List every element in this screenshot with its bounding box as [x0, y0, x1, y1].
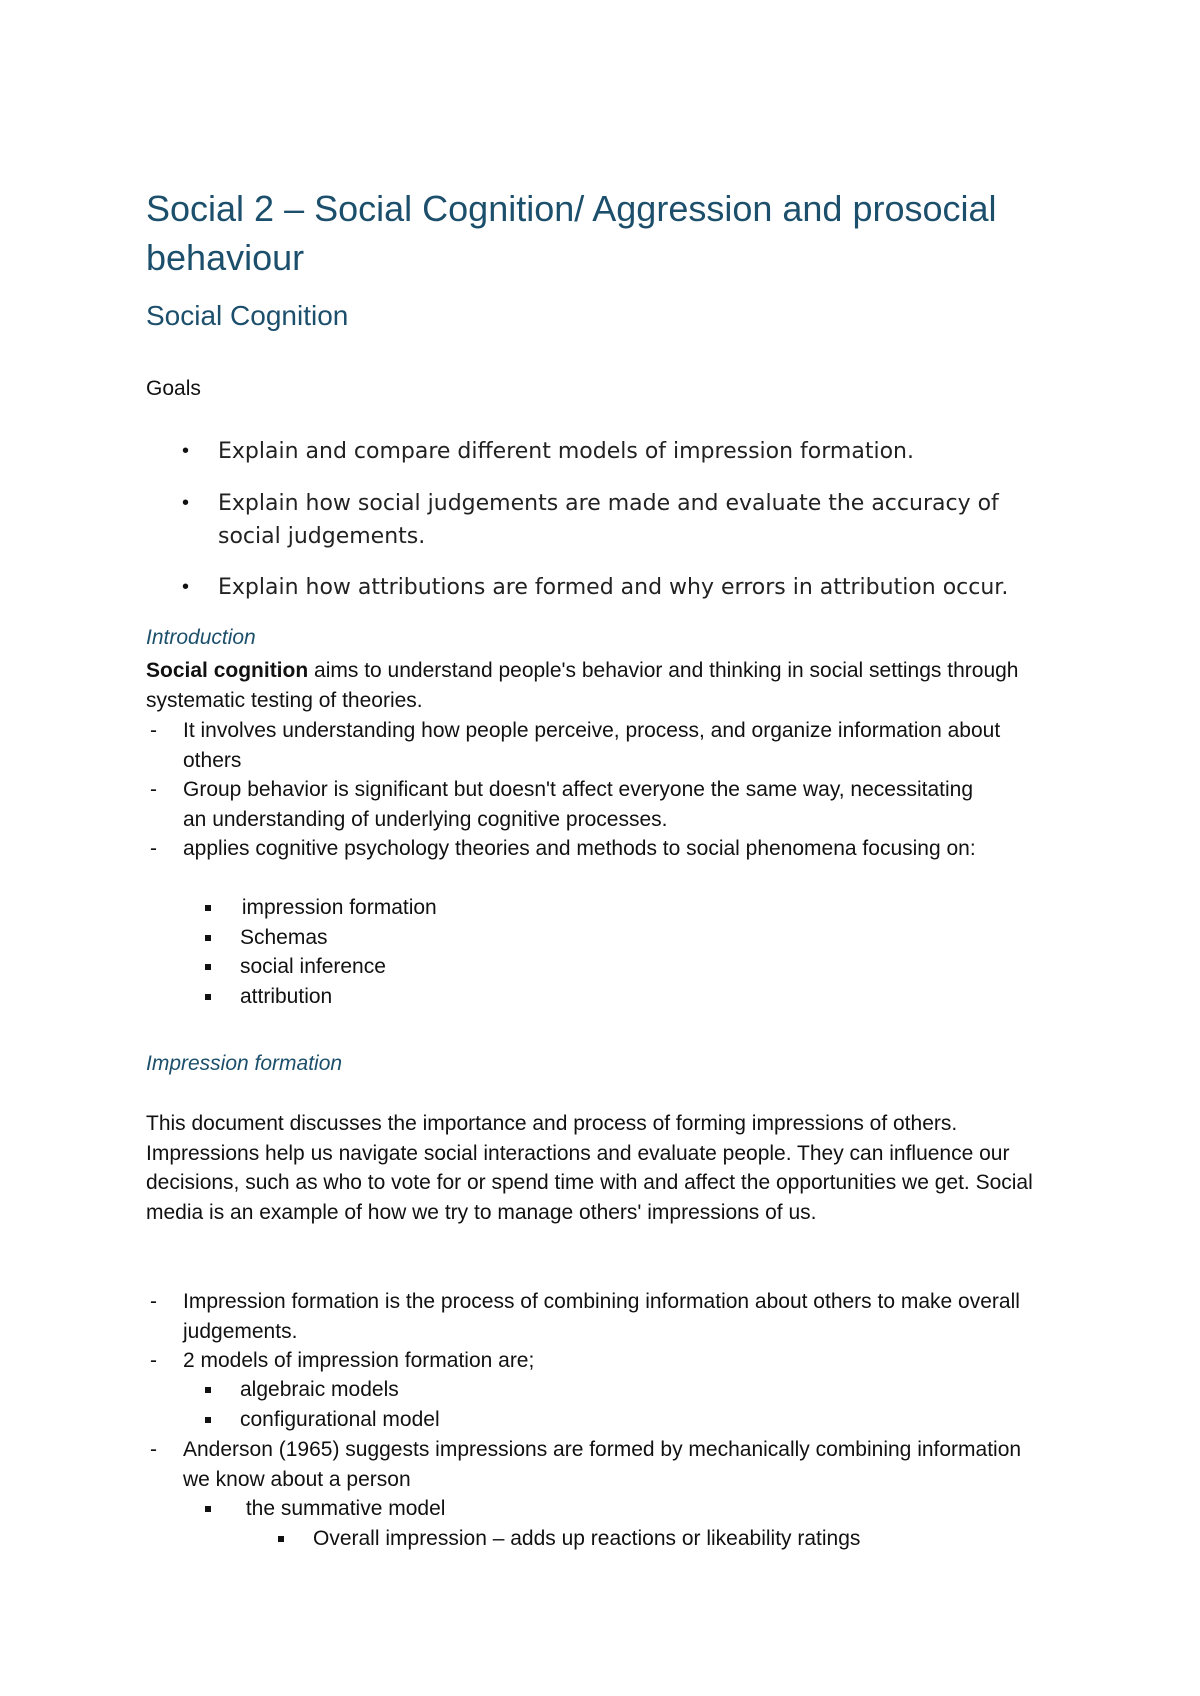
bullet-icon: •	[182, 492, 190, 514]
dash-icon: -	[150, 1349, 157, 1372]
square-bullet-icon	[205, 964, 211, 970]
list-item: Group behavior is significant but doesn't affect everyone the same way, necessitating an understanding of underlying cognitive processes.	[183, 778, 974, 831]
square-bullet-icon	[205, 935, 211, 941]
focus-item: Schemas	[240, 926, 328, 949]
paragraph-text: aims to understand people's behavior and thinking in social settings through systematic testing of theories.	[146, 659, 1019, 712]
goal-item: Explain how social judgements are made and evaluate the accuracy of social judgements.	[218, 491, 999, 549]
list-item: applies cognitive psychology theories and methods to social phenomena focusing on:	[183, 837, 976, 860]
introduction-paragraph	[146, 656, 1046, 715]
square-bullet-icon	[205, 905, 211, 911]
dash-icon: -	[150, 1438, 157, 1461]
goals-label: Goals	[146, 377, 201, 400]
square-bullet-icon	[205, 1506, 211, 1512]
list-item: It involves understanding how people perceive, process, and organize information about others	[183, 719, 1001, 772]
square-bullet-icon	[205, 1417, 211, 1423]
impression-paragraph: This document discusses the importance and process of forming impressions of others. Impressions help us navigate social interactions and evaluate people. They can influence our decisions, such as who to vote for or spend time with and affect the opportunities we get. Social media is an example of how we try to manage others' impressions of us.	[146, 1112, 1033, 1224]
goal-item: Explain and compare different models of impression formation.	[218, 439, 914, 464]
list-item: 2 models of impression formation are;	[183, 1349, 535, 1372]
page-title: Social 2 – Social Cognition/ Aggression and prosocial behaviour	[146, 188, 997, 278]
bullet-icon: •	[182, 576, 190, 598]
list-item: Anderson (1965) suggests impressions are formed by mechanically combining information we know about a person	[183, 1438, 1022, 1491]
square-bullet-icon	[205, 1387, 211, 1393]
sub-list-item: the summative model	[240, 1497, 446, 1520]
introduction-heading: Introduction	[146, 626, 256, 649]
dash-icon: -	[150, 837, 157, 860]
focus-item: social inference	[240, 955, 386, 978]
dash-icon: -	[150, 1290, 157, 1313]
bullet-icon: •	[182, 440, 190, 462]
dash-icon: -	[150, 778, 157, 801]
dash-icon: -	[150, 719, 157, 742]
sub-sub-list-item: Overall impression – adds up reactions or likeability ratings	[313, 1527, 861, 1550]
list-item: Impression formation is the process of combining information about others to make overall judgements.	[183, 1290, 1020, 1343]
model-item: configurational model	[240, 1408, 440, 1431]
focus-item: impression formation	[236, 896, 437, 919]
square-bullet-icon	[205, 994, 211, 1000]
impression-heading: Impression formation	[146, 1052, 343, 1075]
goal-item: Explain how attributions are formed and why errors in attribution occur.	[218, 575, 1009, 600]
bold-term: Social cognition	[146, 659, 309, 682]
square-bullet-icon	[278, 1536, 284, 1542]
model-item: algebraic models	[240, 1378, 399, 1401]
focus-item: attribution	[240, 985, 333, 1008]
section-heading: Social Cognition	[146, 300, 349, 331]
